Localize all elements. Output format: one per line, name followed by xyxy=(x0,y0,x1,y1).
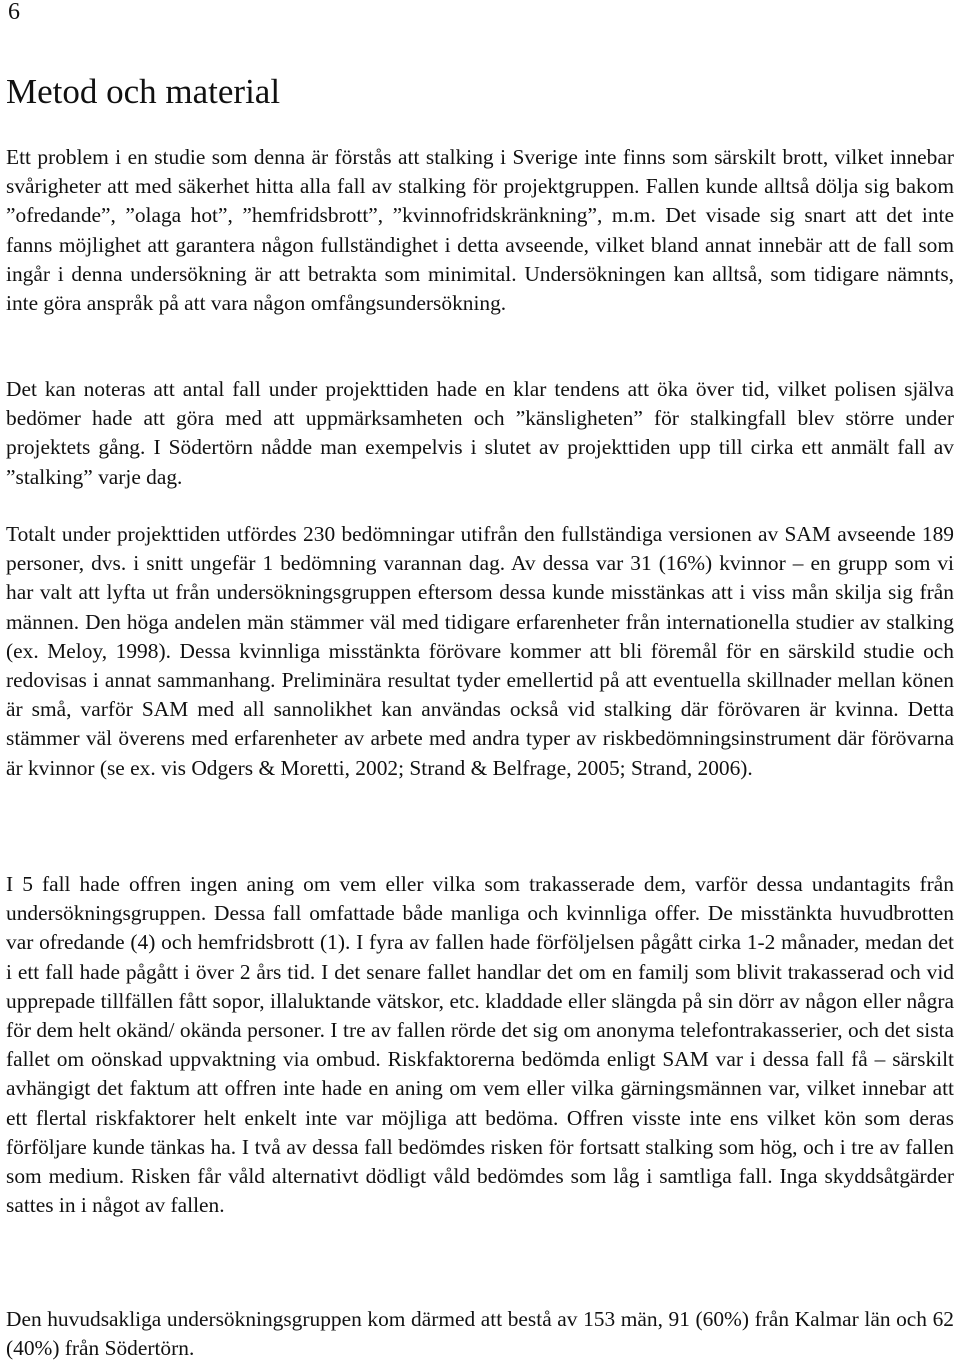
sentence: De misstänkta huvudbrotten var ofredande (4) och hemfridsbrott (1). xyxy=(6,901,954,955)
sentence: Undersökningen kan alltså, som tidigare nämnts, inte göra anspråk på att vara någon omfångsundersökning. xyxy=(6,261,954,316)
sentence: I det senare fallet handlar det om en familj som blivit trakasserad och vid upprepade tillfällen fått sopor, illaluktande vätskor, etc. kladdade eller slängda på sin dörr av någon eller några för dem helt okänd/ okända personer. xyxy=(6,959,954,1043)
sentence: Totalt under projekttiden utfördes 230 bedömningar utifrån den fullständiga versionen av SAM avseende 189 personer, dvs. i snitt ungefär 1 bedömning varannan dag. xyxy=(6,522,954,576)
paragraph-4 xyxy=(6,870,954,1220)
sentence: Den höga andelen män stämmer väl med tidigare erfarenheter från internationella studier av stalking (ex. Meloy, 1998). xyxy=(6,609,954,663)
section-heading: Metod och material xyxy=(6,72,281,111)
paragraph-5 xyxy=(6,1305,954,1363)
sentence: Inga skyddsåtgärder sattes in i något av fallen. xyxy=(6,1164,954,1218)
sentence: Fallen kunde alltså dölja sig bakom ”ofredande”, ”olaga hot”, ”hemfridsbrott”, ”kvinnofridskränkning”, m.m. xyxy=(6,174,954,228)
sentence: I fyra av fallen hade förföljelsen pågått cirka 1-2 månader, medan det i ett fall hade pågått i över 2 års tid. xyxy=(6,930,954,984)
sentence: Dessa kvinnliga misstänkta förövare kommer att bli föremål för en särskild studie och redovisas i annat sammanhang. xyxy=(6,638,954,693)
sentence: Det visade sig snart att det inte fanns möjlighet att garantera någon fullständighet i detta avseende, vilket bland annat innebär att de fall som ingår i denna undersökning är att betrakta som minimital. xyxy=(6,203,954,286)
sentence: Ett problem i en studie som denna är förstås att stalking i Sverige inte finns som särskilt brott, vilket innebar svårigheter att med säkerhet hitta alla fall av stalking för projektgruppen. xyxy=(6,145,954,199)
sentence: Risken får våld alternativt dödligt våld bedömdes som låg i samtliga fall. xyxy=(131,1164,773,1189)
sentence: Den huvudsakliga undersökningsgruppen kom därmed att bestå av 153 män, 91 (60%) från Kalmar län och 62 (40%) från Södertörn. xyxy=(6,1307,954,1361)
sentence: I Södertörn nådde man exempelvis i slutet av projekttiden upp till cirka ett anmält fall av ”stalking” varje dag. xyxy=(6,435,954,489)
sentence: Det kan noteras att antal fall under projekttiden hade en klar tendens att öka över tid, vilket polisen själva bedömer hade att göra med att uppmärksamheten och ”känsligheten” för stalkingfall blev större under projektets gång. xyxy=(6,377,954,460)
sentence: Detta stämmer väl överens med erfarenheter av arbete med andra typer av riskbedömningsinstrument där förövarna är kvinnor (se ex. vis Odgers & Moretti, 2002; Strand & Belfrage, 2005; Strand, 2006). xyxy=(6,697,954,780)
page-number: 6 xyxy=(8,0,20,25)
sentence: I 5 fall hade offren ingen aning om vem eller vilka som trakasserade dem, varför dessa undantagits från undersökningsgruppen. xyxy=(6,872,954,926)
sentence: Av dessa var 31 (16%) kvinnor – en grupp som vi har valt att lyfta ut från undersökningsgruppen eftersom dessa kunde misstänkas att i viss mån skilja sig från männen. xyxy=(6,551,955,634)
sentence: Dessa fall omfattade både manliga och kvinnliga offer. xyxy=(214,901,701,926)
paragraph-1 xyxy=(6,143,954,318)
paragraph-2 xyxy=(6,375,954,492)
sentence: Offren visste inte ens vilket kön som deras förföljare kunde tänkas ha. xyxy=(6,1105,954,1159)
paragraph-3 xyxy=(6,520,954,783)
sentence: Preliminära resultat tyder emellertid på att eventuella skillnader mellan könen är små, varför SAM med all sannolikhet kan användas också vid stalking där förövaren är kvinna. xyxy=(6,668,954,722)
sentence: Riskfaktorerna bedömda enligt SAM var i dessa fall få – särskilt avhängigt det faktum att offren inte hade en aning om vem eller vilka gärningsmännen var, vilket innebar att ett flertal riskfaktorer helt enkelt inte var möjliga att bedöma. xyxy=(6,1047,954,1130)
sentence: I två av dessa fall bedömdes risken för fortsatt stalking som hög, och i tre av fallen som medium. xyxy=(6,1134,955,1189)
sentence: I tre av fallen rörde det sig om anonyma telefontrakasserier, och det sista fallet om oönskad uppvaktning via ombud. xyxy=(6,1018,954,1072)
